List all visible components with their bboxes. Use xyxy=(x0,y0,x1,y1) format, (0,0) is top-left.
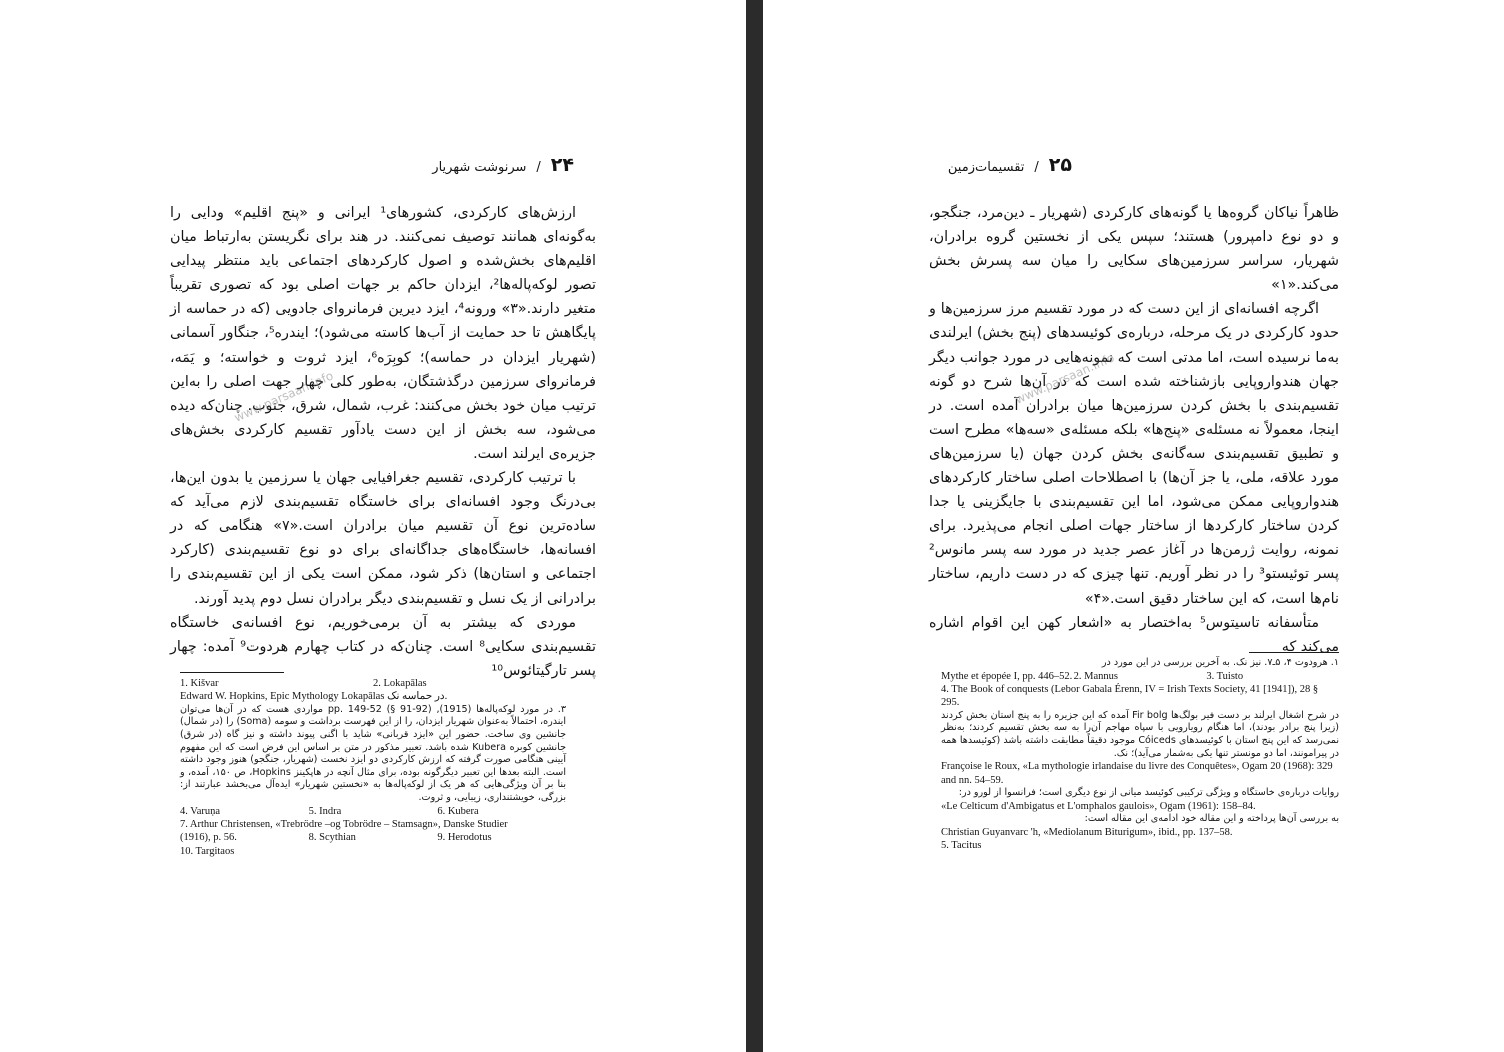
left-page xyxy=(0,0,746,1052)
footnote-text: در شرح اشغال ایرلند بر دست فیر بولگ‌ها Fir bolg آمده که این جزیره را به پنج استان بخش کردند (زیرا پنج برادر بودند)، اما هنگام رویارویی با سپاه مهاجم آن‌را به سه بخش تقسیم کردند؛ به‌نظر نمی‌رسد که این پنج استان با کوئیسدهای Cóiceds موجود دقیقاً مطابقت داشته باشد (کوئیسدها همه در پیرامونند، اما دو مونستر تنها یکی به‌شمار می‌آید)؛ نک. xyxy=(941,709,1340,759)
footnote-entry: 1. Kišvar xyxy=(180,678,219,689)
right-paragraph-2: اگرچه افسانه‌ای از این دست که در مورد تقسیم مرز سرزمین‌ها و حدود کارکردی در یک مرحله، درباره‌ی کوئیسدهای (پنج بخش) ایرلندی به‌ما نرسیده است، اما مدتی است که نمونه‌هایی در مورد جوانب دیگر جهان هندواروپایی بازشناخته شده است که در آن‌ها شرح دو گونه تقسیم‌بندی با بخش کردن سرزمین‌ها میان برادران آمده است. در اینجا، معمولاً نه مسئله‌ی «پنج‌ها» بلکه مسئله‌ی «سه‌ها» مطرح است و تطبیق تقسیم‌بندی سه‌گانه‌ی بخش کردن جهان (یا سرزمین‌های مورد علاقه، ملی، یا جز آن‌ها) با اصطلاحات اصلی ساختار کارکردهای هندواروپایی ممکن می‌شود، اما این تقسیم‌بندی با جایگزینی یا جدا کردن ساختار کارکردها از ساختار جهات اصلی انجام می‌پذیرد. برای نمونه، روایت ژرمن‌ها در آغاز عصر جدید در مورد سه پسر مانوس² پسر توئیستو³ را در نظر آوریم. تنها چیزی که در دست داریم، ساختار نام‌ها است، که این ساختار دقیق است.«۴» xyxy=(929,301,1339,607)
left-header-separator: / xyxy=(536,160,541,175)
left-footnotes xyxy=(180,677,566,858)
footnote-text: به بررسی آن‌ها پرداخته و این مقاله خود ادامه‌ی این مقاله است: xyxy=(1084,813,1339,824)
footnote-row xyxy=(941,670,1339,683)
watermark-text: www.parsaan.info xyxy=(1013,350,1117,407)
footnote-text: 4. The Book of conquests (Lebor Gabala Érenn, IV = Irish Texts Society, 41 [1941]), 28 § 295. xyxy=(941,684,1319,709)
left-paragraph-3: موردی که بیشتر به آن برمی‌خوریم، نوع افسانه‌ی خاستگاه تقسیم‌بندی سکایی⁸ است. چنان‌که در کتاب چهارم هردوت⁹ آمده: چهار پسر تارگیتائوس¹⁰ xyxy=(170,614,596,679)
footnote-entry: 3. Tuisto xyxy=(1206,670,1244,682)
left-running-head xyxy=(432,154,574,176)
right-footnotes xyxy=(941,657,1339,852)
left-book-title: سرنوشت شهریار xyxy=(432,160,527,175)
left-paragraph-1: ارزش‌های کارکردی، کشورهای¹ ایرانی و «پنج اقلیم» ودایی را به‌گونه‌ای همانند توصیف نمی‌کنند. در هند برای نگریستن به‌ارتباط میان اقلیم‌های بخش‌شده و اصول کارکردهای اجتماعی باید منتظر پیدایی تصور لوکه‌پاله‌ها²، ایزدان حاکم بر جهات اصلی بود که تصوری تقریباً متغیر دارند.«۳» ورونه⁴، ایزد دیرین فرمانروای جادویی (که در حماسه از پایگاهش تا حد حمایت از آب‌ها کاسته می‌شود)؛ ایندره⁵، جنگاور آسمانی (شهریار ایزدان در حماسه)؛ کوبِرَه⁶، ایزد ثروت و خواسته؛ و یَمَه، فرمانروای سرزمین درگذشتگان، به‌طور کلی چهار جهت اصلی را به‌این ترتیب میان خود بخش می‌کنند: غرب، شمال، شرق، جنوب. چنان‌که دیده می‌شود، سه بخش از این دست یادآور تقسیم کارکردی بخش‌های جزیره‌ی ایرلند است. xyxy=(170,205,596,462)
right-body-text xyxy=(929,201,1339,659)
watermark-text: www.parsaan.info xyxy=(232,368,336,425)
footnote-text: «Le Celticum d'Ambigatus et L'omphalos gaulois», Ogam (1961): 158–84. xyxy=(941,800,1256,812)
right-paragraph-3: متأسفانه تاسیتوس⁵ به‌اختصار به «اشعار کهن این اقوام اشاره می‌کند که xyxy=(929,614,1339,655)
footnote-row xyxy=(180,677,566,690)
footnote-text: 10. Targitaos xyxy=(180,845,235,857)
footnote-entry: 9. Herodotus xyxy=(437,832,492,844)
footnote-entry: 5. Indra xyxy=(308,805,342,817)
right-chapter-title: تقسیمات‌زمین xyxy=(947,160,1025,175)
footnote-entry: 8. Scythian xyxy=(308,832,356,844)
right-header-separator: / xyxy=(1034,160,1039,175)
footnote-text: Christian Guyanvarc 'h, «Mediolanum Biturigum», ibid., pp. 137–58. xyxy=(941,826,1233,838)
footnote-entry: Mythe et épopée I, pp. 446–52. xyxy=(941,670,1073,682)
footnote-text: Edward W. Hopkins, Epic Mythology Lokapālas در حماسه نک. xyxy=(180,691,448,703)
footnote-row xyxy=(180,805,566,818)
right-page-number: ۲۵ xyxy=(1048,154,1072,176)
right-footnote-rule xyxy=(1249,652,1339,653)
footnote-text: ۳. در مورد لوکه‌پاله‌ها (1915), pp. 149-52 (§ 91-92) مواردی هست که در آن‌ها می‌توان ایندره، احتمالاً به‌عنوان شهریار ایزدان، را از این فهرست برداشت و سومه (Soma) را (در شمال) جانشین وی ساخت. حضور این «ایزد قربانی» شاید با اگنی پیوند داشته و نیز گاه (در شرق) جانشین کوبره Kubera شده باشد. تعبیر مذکور در متن بر اساس این فرض است که این مفهوم آیینی هنگامی صورت گرفته که ارزش کارکردی دو ایزد نخست (شهریار، جنگجو) هنوز وجود داشته است. البته بعدها این تعبیر دیگرگونه بوده، برای مثال آنچه در هاپکینز Hopkins، ص ۱۵۰، آمده، و بنا بر آن ویژگی‌هایی که هر یک از لوکه‌پاله‌ها به «نخستین شهریار» ایده‌آل می‌بخشد عبارتند از: بزرگی، خویشتنداری، زیبایی، و ثروت. xyxy=(180,703,566,803)
left-paragraph-2: با ترتیب کارکردی، تقسیم جغرافیایی جهان یا سرزمین یا بدون این‌ها، بی‌درنگ وجود افسانه‌ای برای خاستگاه تقسیم‌بندی لازم می‌آید که ساده‌ترین نوع آن تقسیم میان برادران است.«۷» هنگامی که در افسانه‌ها، خاستگاه‌های جداگانه‌ای برای دو نوع تقسیم‌بندی (کارکرد اجتماعی و استان‌ها) ذکر شود، ممکن است یکی از این تقسیم‌بندی را برادرانی از یک نسل و تقسیم‌بندی دیگر برادران نسل دوم پدید آورند. xyxy=(170,470,597,607)
footnote-entry: 6. Kubera xyxy=(437,805,479,817)
footnote-text: Françoise le Roux, «La mythologie irlandaise du livre des Conquêtes», Ogam 20 (1968): 329 and nn. 54–59. xyxy=(941,761,1333,786)
book-spine-gutter xyxy=(746,0,763,1052)
footnote-entry: 4. Varuṇa xyxy=(180,805,221,817)
footnote-entry: 2. Lokapālas xyxy=(373,678,427,689)
left-body-text xyxy=(170,201,596,683)
footnote-text: 7. Arthur Christensen, «Trebrödre –og Tobrödre – Stamsagn», Danske Studier xyxy=(180,818,508,830)
footnote-row xyxy=(180,831,566,844)
footnote-entry: 2. Mannus xyxy=(1073,670,1118,682)
left-page-number: ۲۴ xyxy=(550,154,574,176)
left-footnote-rule xyxy=(180,672,284,673)
right-paragraph-1: ظاهراً نیاکان گروه‌ها یا گونه‌های کارکردی (شهریار ـ دین‌مرد، جنگجو، و دو نوع دامپرور) هستند؛ سپس یکی از نخستین گروه برادران، شهریار، سراسر سرزمین‌های سکایی را میان سه پسرش بخش می‌کند.«۱» xyxy=(929,205,1339,294)
footnote-text: ۱. هرودوت ۴، ۵ـ۷. نیز نک. به آخرین بررسی در این مورد در xyxy=(1101,657,1339,668)
footnote-entry: (1916), p. 56. xyxy=(180,832,237,844)
footnote-text: روایات درباره‌ی خاستگاه و ویژگی ترکیبی کوئیسد میانی از نوع دیگری است؛ فرانسوا از لورو در: xyxy=(958,787,1339,798)
right-page xyxy=(763,0,1504,1052)
footnote-text: 5. Tacitus xyxy=(941,840,982,851)
right-running-head xyxy=(948,154,1072,176)
